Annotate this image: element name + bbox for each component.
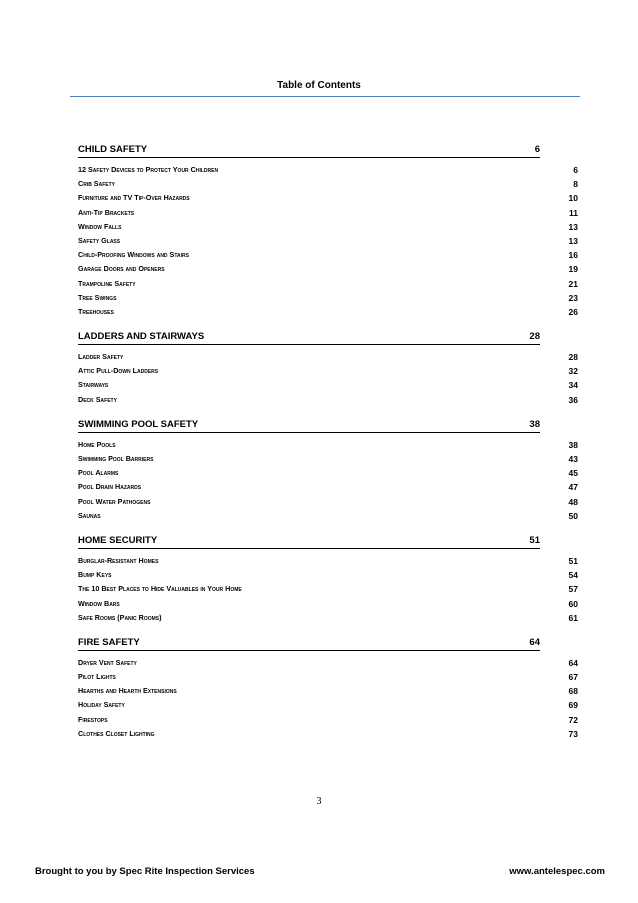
toc-entry[interactable]: [78, 220, 578, 234]
entry-title: 12 Safety Devices to Protect Your Children: [78, 165, 219, 174]
entry-page-number: 36: [568, 394, 578, 405]
entry-title: Burglar-Resistant Homes: [78, 555, 159, 565]
footer-website: www.antelespec.com: [509, 866, 605, 877]
entry-title: Safe Rooms (Panic Rooms): [78, 612, 162, 622]
title-underline: [70, 96, 580, 97]
entry-title: Window Falls: [78, 221, 122, 231]
toc-entry[interactable]: [78, 495, 578, 509]
entry-page-number: 8: [573, 179, 578, 190]
entry-page-number: 13: [568, 235, 578, 246]
entry-list: [78, 656, 578, 741]
toc-section: [78, 533, 578, 625]
entry-page-number: 54: [568, 570, 578, 581]
section-page-number: 38: [529, 418, 540, 430]
entry-title: Window Bars: [78, 598, 120, 608]
toc-entry[interactable]: [78, 191, 578, 205]
entry-page-number: 57: [568, 584, 578, 595]
toc-entry[interactable]: [78, 656, 578, 670]
entry-page-number: 68: [568, 686, 578, 697]
entry-title: Pool Water Pathogens: [78, 496, 151, 506]
section-heading[interactable]: [78, 635, 540, 651]
toc-entry[interactable]: [78, 163, 578, 177]
entry-title: Tree Swings: [78, 292, 117, 302]
entry-title: Holiday Safety: [78, 700, 125, 710]
entry-page-number: 34: [568, 380, 578, 391]
section-title: FIRE SAFETY: [78, 636, 140, 648]
entry-title: Treehouses: [78, 306, 114, 316]
entry-page-number: 43: [568, 454, 578, 464]
entry-page-number: 6: [573, 165, 578, 175]
toc-entry[interactable]: [78, 262, 578, 276]
entry-title: Pool Alarms: [78, 468, 119, 478]
entry-page-number: 47: [568, 482, 578, 493]
entry-title: Attic Pull-Down Ladders: [78, 366, 159, 376]
toc-entry[interactable]: [78, 568, 578, 582]
toc-entry[interactable]: [78, 393, 578, 407]
toc-entry[interactable]: [78, 509, 578, 523]
entry-title: Ladder Safety: [78, 352, 124, 362]
toc-section: [78, 329, 578, 407]
toc-entry[interactable]: [78, 466, 578, 480]
section-heading[interactable]: [78, 142, 540, 158]
footer-credit: Brought to you by Spec Rite Inspection Services: [35, 866, 255, 877]
entry-page-number: 13: [568, 221, 578, 232]
toc-entry[interactable]: [78, 597, 578, 611]
entry-title: Saunas: [78, 510, 101, 520]
page-title: Table of Contents: [277, 80, 361, 91]
section-title: SWIMMING POOL SAFETY: [78, 418, 199, 430]
toc-entry[interactable]: [78, 670, 578, 684]
entry-page-number: 38: [568, 439, 578, 450]
toc-entry[interactable]: [78, 248, 578, 262]
toc-entry[interactable]: [78, 582, 578, 596]
section-heading[interactable]: [78, 329, 540, 345]
entry-title: Anti-Tip Brackets: [78, 207, 135, 217]
entry-title: Hearths and Hearth Extensions: [78, 686, 177, 696]
table-of-contents: [78, 142, 578, 751]
entry-page-number: 61: [568, 612, 578, 623]
toc-section: [78, 417, 578, 523]
entry-title: Deck Safety: [78, 394, 117, 404]
entry-page-number: 64: [568, 657, 578, 668]
entry-list: [78, 163, 578, 319]
entry-page-number: 32: [568, 366, 578, 377]
toc-entry[interactable]: [78, 438, 578, 452]
entry-page-number: 73: [568, 728, 578, 739]
toc-entry[interactable]: [78, 234, 578, 248]
entry-title: Child-Proofing Windows and Stairs: [78, 250, 189, 260]
toc-entry[interactable]: [78, 554, 578, 568]
section-heading[interactable]: [78, 533, 540, 549]
entry-title: Crib Safety: [78, 179, 115, 189]
section-page-number: 28: [529, 331, 540, 343]
section-title: CHILD SAFETY: [78, 144, 148, 155]
toc-section: [78, 635, 578, 741]
entry-title: Bump Keys: [78, 570, 112, 580]
toc-entry[interactable]: [78, 727, 578, 741]
section-page-number: 64: [529, 636, 540, 648]
entry-title: Swimming Pool Barriers: [78, 454, 154, 463]
entry-title: Stairways: [78, 380, 109, 390]
entry-page-number: 69: [568, 700, 578, 711]
toc-entry[interactable]: [78, 698, 578, 712]
entry-page-number: 51: [568, 555, 578, 566]
toc-entry[interactable]: [78, 206, 578, 220]
entry-title: Safety Glass: [78, 235, 121, 245]
entry-page-number: 23: [568, 292, 578, 303]
entry-title: Trampoline Safety: [78, 278, 136, 288]
entry-list: [78, 438, 578, 523]
entry-list: [78, 554, 578, 625]
entry-page-number: 45: [568, 468, 578, 479]
toc-entry[interactable]: [78, 378, 578, 392]
section-page-number: 51: [529, 534, 540, 546]
toc-entry[interactable]: [78, 177, 578, 191]
entry-title: Pool Drain Hazards: [78, 482, 142, 492]
entry-page-number: 11: [569, 207, 578, 218]
toc-entry[interactable]: [78, 277, 578, 291]
entry-title: Home Pools: [78, 439, 116, 449]
entry-title: Pilot Lights: [78, 672, 116, 682]
entry-title: Clothes Closet Lighting: [78, 728, 155, 738]
entry-page-number: 72: [568, 714, 578, 725]
entry-title: Furniture and TV Tip-Over Hazards: [78, 193, 190, 203]
section-title: LADDERS AND STAIRWAYS: [78, 331, 205, 343]
entry-page-number: 48: [568, 496, 578, 507]
entry-list: [78, 350, 578, 407]
entry-page-number: 50: [568, 510, 578, 521]
toc-entry[interactable]: [78, 452, 578, 466]
page-number: 3: [316, 796, 322, 807]
toc-entry[interactable]: [78, 291, 578, 305]
entry-page-number: 28: [568, 352, 578, 363]
entry-title: Garage Doors and Openers: [78, 264, 165, 274]
entry-page-number: 10: [568, 193, 578, 204]
toc-entry[interactable]: [78, 480, 578, 494]
entry-title: Dryer Vent Safety: [78, 657, 137, 667]
entry-page-number: 60: [568, 598, 578, 609]
toc-section: [78, 142, 578, 319]
entry-page-number: 16: [568, 250, 578, 261]
entry-page-number: 26: [568, 306, 578, 317]
entry-page-number: 19: [568, 264, 578, 275]
toc-entry[interactable]: [78, 305, 578, 319]
toc-entry[interactable]: [78, 684, 578, 698]
toc-entry[interactable]: [78, 364, 578, 378]
toc-entry[interactable]: [78, 611, 578, 625]
toc-entry[interactable]: [78, 350, 578, 364]
entry-page-number: 21: [568, 278, 578, 289]
entry-title: Firestops: [78, 714, 108, 724]
entry-page-number: 67: [568, 672, 578, 683]
toc-entry[interactable]: [78, 713, 578, 727]
section-page-number: 6: [534, 144, 540, 155]
entry-title: The 10 Best Places to Hide Valuables in Your Home: [78, 584, 242, 594]
section-heading[interactable]: [78, 417, 540, 433]
section-title: HOME SECURITY: [78, 534, 158, 546]
